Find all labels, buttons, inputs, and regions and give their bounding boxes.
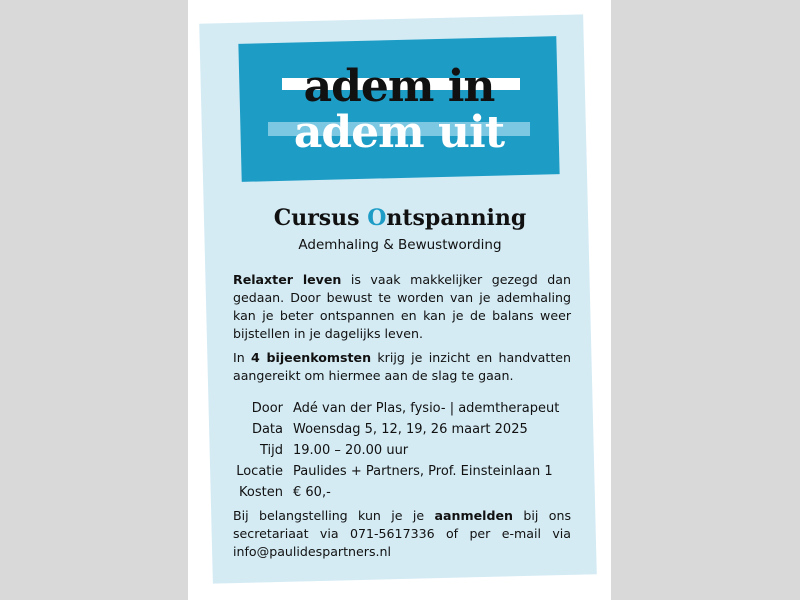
- course-title: [210, 204, 590, 232]
- detail-value: Woensdag 5, 12, 19, 26 maart 2025: [293, 422, 528, 437]
- title-post: ntspanning: [386, 205, 527, 231]
- signup-paragraph: [233, 507, 571, 561]
- detail-value: Paulides + Partners, Prof. Einsteinlaan 1: [293, 464, 553, 479]
- intro-paragraph: [233, 271, 571, 343]
- sessions-pre: In: [233, 350, 252, 365]
- detail-row-data: [230, 419, 590, 440]
- hero-line-adem-uit: adem uit: [293, 107, 505, 158]
- signup-post: bij ons secretariaat via 071-5617336 of per e-mail via info@paulidespartners.nl: [233, 508, 572, 559]
- detail-label: Locatie: [236, 464, 283, 479]
- detail-row-tijd: [230, 440, 590, 461]
- title-pre: Cursus: [273, 205, 368, 231]
- detail-value: € 60,-: [293, 485, 331, 500]
- sessions-paragraph: [233, 349, 571, 385]
- detail-row-kosten: [230, 482, 590, 503]
- sessions-bold: 4 bijeenkomsten: [251, 350, 372, 365]
- signup-bold: aanmelden: [434, 508, 514, 523]
- detail-value: 19.00 – 20.00 uur: [293, 443, 409, 458]
- title-accent-letter: O: [367, 205, 387, 231]
- signup-pre: Bij belangstelling kun je je: [233, 508, 435, 523]
- course-details: [230, 398, 590, 503]
- detail-value: Adé van der Plas, fysio- | ademtherapeut: [293, 401, 560, 416]
- detail-label: Tijd: [259, 443, 283, 458]
- hero-line-adem-in: adem in: [303, 61, 495, 112]
- detail-label: Data: [251, 422, 283, 437]
- intro-bold: Relaxter leven: [233, 272, 342, 287]
- detail-row-locatie: [230, 461, 590, 482]
- detail-row-door: [230, 398, 590, 419]
- detail-label: Kosten: [239, 485, 283, 500]
- course-subtitle: Ademhaling & Bewustwording: [298, 237, 502, 253]
- intro-text: is vaak makkelijker gezegd dan gedaan. Door bewust te worden van je ademhaling kan je beter ontspannen en kan je de balans weer bijstellen in je dagelijks leven.: [233, 272, 571, 341]
- sessions-post: krijg je inzicht en handvatten aangereikt om hiermee aan de slag te gaan.: [233, 350, 572, 383]
- detail-label: Door: [251, 401, 283, 416]
